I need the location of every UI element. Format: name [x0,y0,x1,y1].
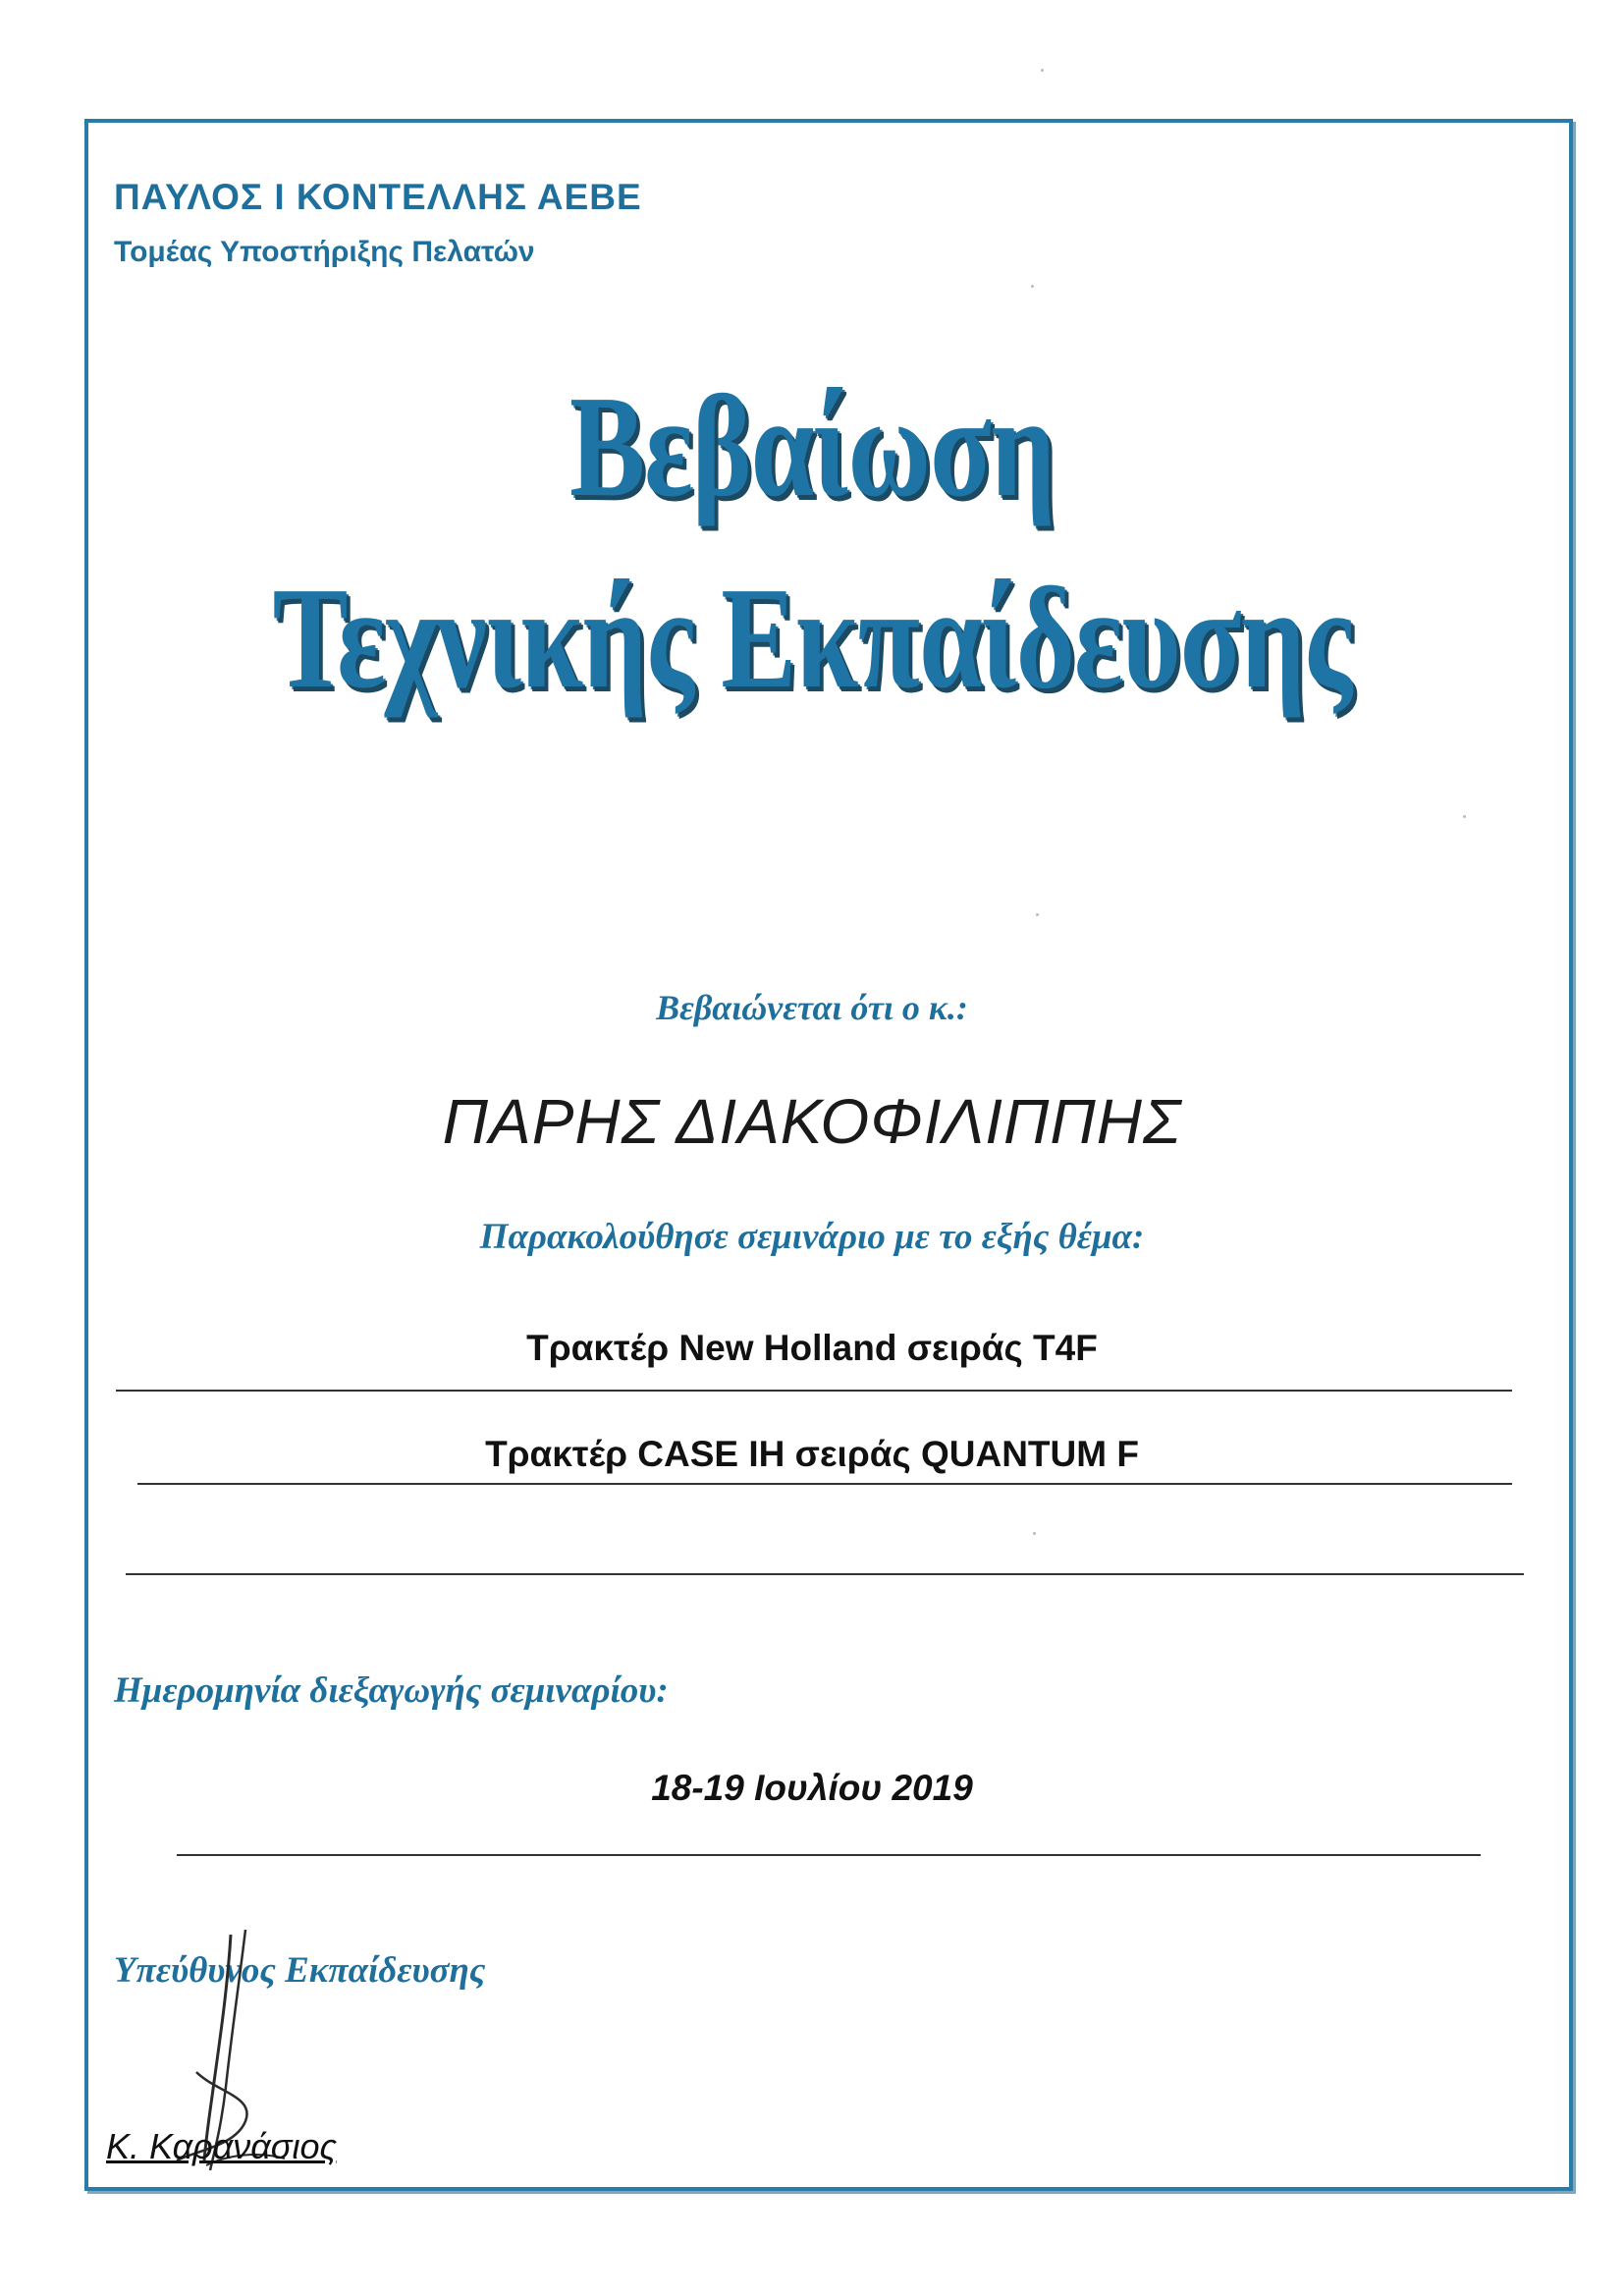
signer-name: Κ. Καρανάσιος [106,2126,338,2166]
scan-speck [1041,69,1044,72]
scan-speck [1033,1532,1036,1535]
scan-speck [1036,913,1039,916]
scan-speck [1031,285,1034,288]
topic-rule-2 [137,1483,1512,1485]
scan-speck [1463,815,1466,818]
certificate-title-line2: Τεχνικής Εκπαίδευσης [272,558,1352,719]
date-rule [177,1854,1481,1856]
certificate-title-line1: Βεβαίωση [569,366,1055,527]
topic-line-1: Τρακτέρ New Holland σειράς T4F [526,1328,1098,1368]
topic-rule-1 [116,1390,1512,1392]
recipient-name: ΠΑΡΗΣ ΔΙΑΚΟΦΙΛΙΠΠΗΣ [442,1086,1182,1157]
seminar-date: 18-19 Ιουλίου 2019 [651,1768,973,1808]
topic-rule-3 [126,1573,1524,1575]
topic-line-2: Τρακτέρ CASE IH σειράς QUANTUM F [485,1434,1139,1474]
attended-label: Παρακολούθησε σεμινάριο με το εξής θέμα: [479,1217,1145,1257]
department-name: Τομέας Υποστήριξης Πελατών [114,236,535,268]
date-label: Ημερομηνία διεξαγωγής σεμιναρίου: [114,1670,669,1711]
certify-label: Βεβαιώνεται ότι ο κ.: [656,988,968,1027]
company-name: ΠΑΥΛΟΣ Ι ΚΟΝΤΕΛΛΗΣ ΑΕΒΕ [114,177,642,217]
responsible-label: Υπεύθυνος Εκπαίδευσης [114,1950,486,1991]
